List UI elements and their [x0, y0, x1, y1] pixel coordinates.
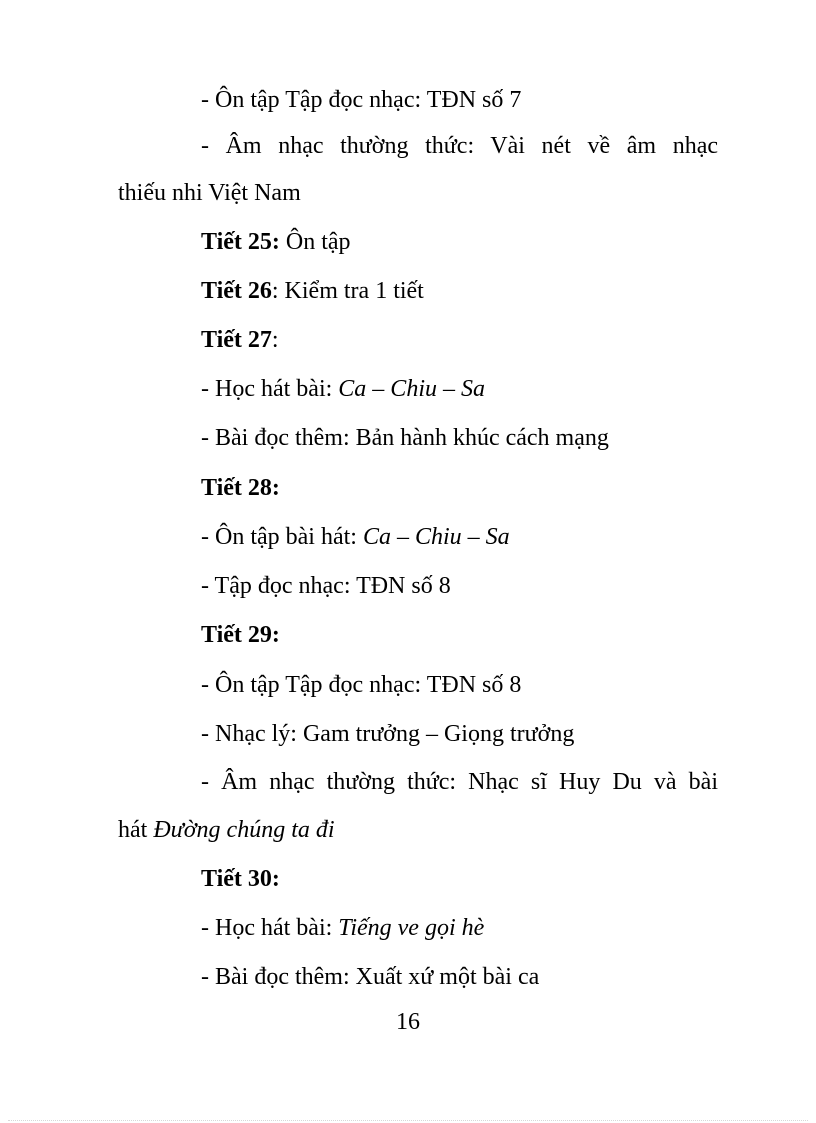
lesson-heading	[201, 326, 816, 354]
lesson-label: Tiết 27	[201, 327, 272, 353]
text-line	[201, 963, 816, 991]
line-text: - Ôn tập Tập đọc nhạc: TĐN số 7	[201, 87, 522, 113]
text-line	[201, 671, 816, 699]
lesson-heading	[201, 277, 816, 305]
text-line	[201, 424, 816, 452]
line-prefix: - Học hát bài:	[201, 376, 339, 402]
line-text: - Âm nhạc thường thức: Vài nét về âm nhạc	[201, 133, 718, 159]
line-prefix: hát	[118, 817, 154, 843]
lesson-heading	[201, 228, 816, 256]
song-title: Tiếng ve gọi hè	[338, 915, 485, 941]
line-text: - Ôn tập Tập đọc nhạc: TĐN số 8	[201, 672, 522, 698]
line-text: - Bài đọc thêm: Xuất xứ một bài ca	[201, 964, 540, 990]
line-text: - Âm nhạc thường thức: Nhạc sĩ Huy Du và bài	[201, 769, 718, 795]
lesson-label: Tiết 25:	[201, 229, 280, 255]
song-title: Ca – Chiu – Sa	[338, 376, 485, 402]
text-line	[201, 720, 816, 748]
lesson-heading	[201, 474, 816, 502]
footer-divider	[8, 1120, 808, 1121]
lesson-title: : Kiểm tra 1 tiết	[271, 278, 424, 304]
text-line	[201, 572, 816, 600]
lesson-title: :	[271, 327, 279, 353]
song-title: Ca – Chiu – Sa	[362, 524, 510, 550]
lesson-label: Tiết 28:	[201, 475, 280, 501]
line-text: - Tập đọc nhạc: TĐN số 8	[201, 573, 451, 599]
line-prefix: - Học hát bài:	[201, 915, 339, 941]
lesson-heading	[201, 865, 816, 893]
text-line	[201, 768, 718, 796]
lesson-label: Tiết 26	[201, 278, 272, 304]
text-line	[118, 816, 816, 844]
lesson-title: Ôn tập	[279, 229, 351, 255]
line-text: - Nhạc lý: Gam trưởng – Giọng trưởng	[201, 721, 575, 747]
text-line	[201, 375, 816, 403]
text-line	[201, 86, 816, 114]
lesson-label: Tiết 30:	[201, 866, 280, 892]
line-text: - Bài đọc thêm: Bản hành khúc cách mạng	[201, 425, 609, 451]
line-text: thiếu nhi Việt Nam	[118, 180, 301, 206]
lesson-label: Tiết 29:	[201, 622, 280, 648]
text-line	[118, 179, 816, 207]
page-number: 16	[396, 1009, 420, 1035]
text-line	[201, 914, 816, 942]
lesson-heading	[201, 621, 816, 649]
text-line	[201, 132, 718, 160]
song-title: Đường chúng ta đi	[153, 817, 335, 843]
text-line	[201, 523, 816, 551]
line-prefix: - Ôn tập bài hát:	[201, 524, 363, 550]
